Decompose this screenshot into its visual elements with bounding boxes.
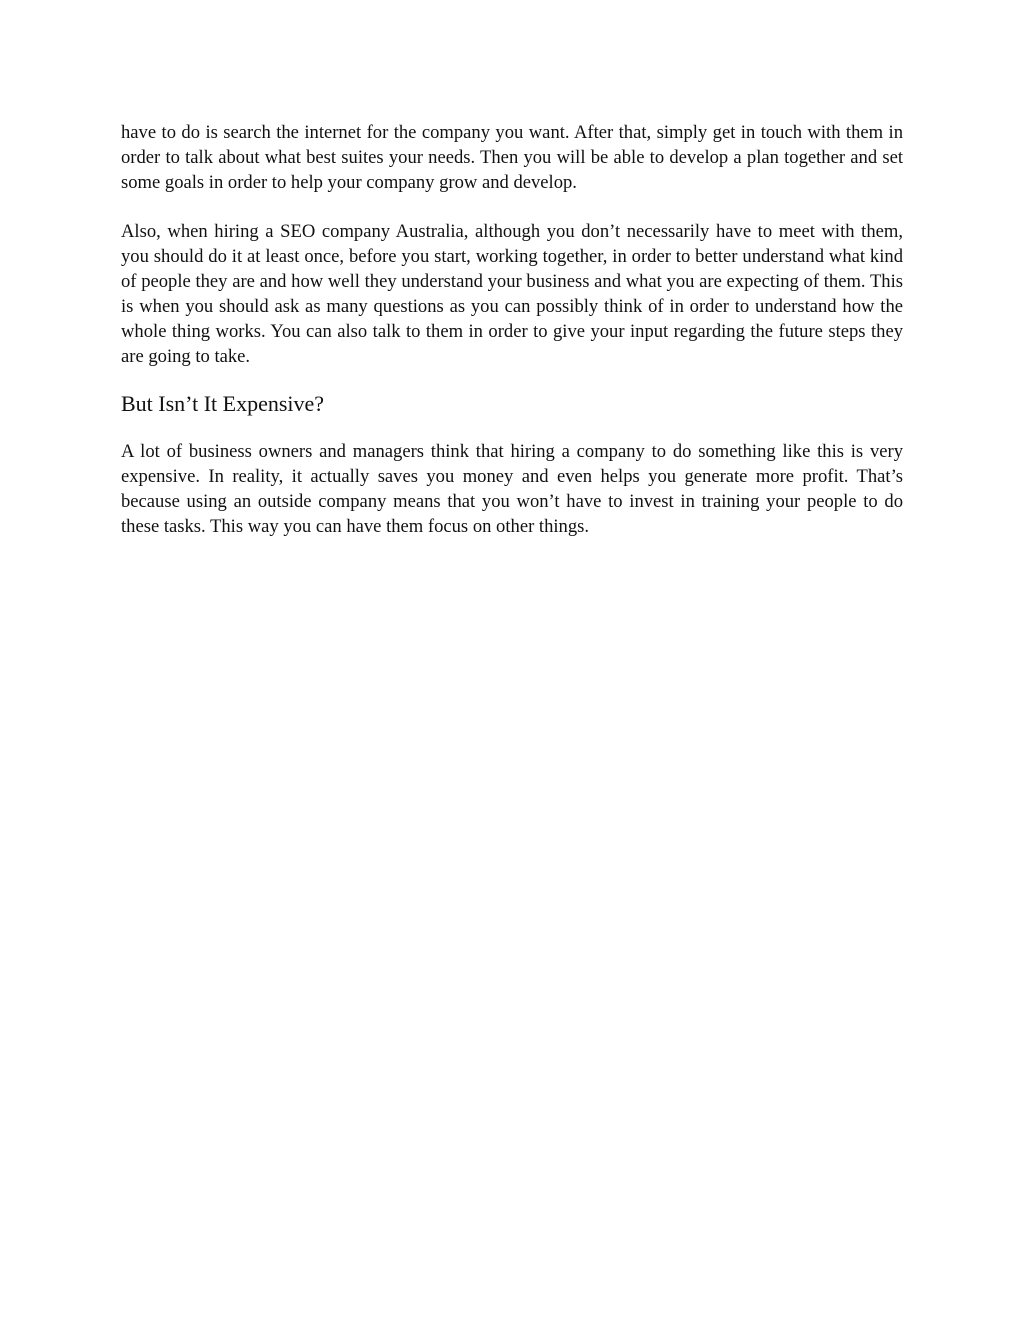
paragraph: A lot of business owners and managers think that hiring a company to do something like this is very expensive. In reality, it actually saves you money and even helps you generate more profit. That’s because using an outside company means that you won’t have to invest in training your people to do these tasks. This way you can have them focus on other things.: [121, 441, 903, 537]
paragraph: Also, when hiring a SEO company Australia, although you don’t necessarily have to meet with them, you should do it at least once, before you start, working together, in order to better understand what kind of people they are and how well they understand your business and what you are expecting of them. This is when you should ask as many questions as you can possibly think of in order to understand how the whole thing works. You can also talk to them in order to give your input regarding the future steps they are going to take.: [121, 221, 903, 367]
paragraph: have to do is search the internet for the company you want. After that, simply get in touch with them in order to talk about what best suites your needs. Then you will be able to develop a plan together and set some goals in order to help your company grow and develop.: [121, 122, 903, 193]
document-body: [121, 120, 903, 539]
section-heading: But Isn’t It Expensive?: [121, 391, 325, 416]
